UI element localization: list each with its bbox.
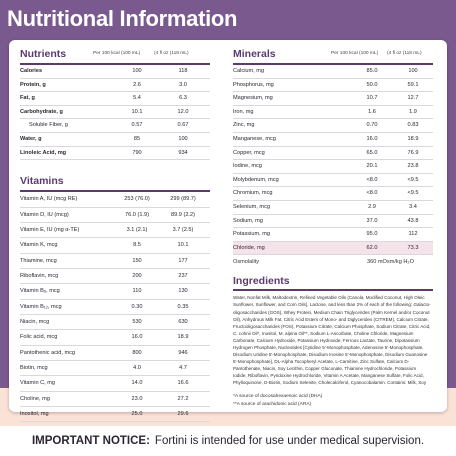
minerals-row bbox=[233, 215, 433, 229]
minerals-col1-header: Per 100 kcal (100 mL) bbox=[331, 51, 379, 56]
minerals-row-value-per100: 0.70 bbox=[366, 122, 378, 129]
nutrients-row-value-4floz: 100 bbox=[178, 135, 188, 142]
vitamins-row bbox=[20, 223, 210, 238]
nutrients-table bbox=[20, 65, 210, 160]
minerals-row-value-per100: <8.0 bbox=[366, 190, 378, 197]
minerals-row-value-4floz: 18.9 bbox=[407, 135, 419, 142]
vitamins-row bbox=[20, 407, 210, 422]
vitamins-row-value-4floz: 3.7 (2.5) bbox=[172, 226, 194, 233]
minerals-row-label: Iodine, mcg bbox=[233, 163, 262, 170]
vitamins-row-label: Vitamin A, IU (mcg RE) bbox=[20, 196, 78, 203]
nutrients-row bbox=[20, 119, 210, 133]
footnote-dha: *A source of docosahexaenoic acid (DHA) bbox=[233, 393, 323, 399]
osmolality-value: 360 mOsm/kg H₂O bbox=[367, 259, 414, 266]
osmolality-row bbox=[233, 255, 433, 269]
nutrients-row-value-per100: 5.4 bbox=[133, 95, 141, 102]
vitamins-row-value-per100: 110 bbox=[132, 288, 142, 295]
minerals-title: Minerals bbox=[233, 48, 276, 60]
minerals-header bbox=[233, 46, 433, 60]
vitamins-row-value-4floz: 630 bbox=[178, 318, 188, 325]
minerals-table bbox=[233, 65, 433, 255]
vitamins-row bbox=[20, 361, 210, 376]
vitamins-row bbox=[20, 330, 210, 345]
vitamins-row-value-per100: 25.0 bbox=[131, 410, 143, 417]
nutrients-row-value-4floz: 6.3 bbox=[179, 95, 187, 102]
nutrients-title: Nutrients bbox=[20, 48, 67, 60]
minerals-row-value-per100: 1.6 bbox=[368, 108, 376, 115]
nutrients-row-label: Linoleic Acid, mg bbox=[20, 149, 67, 156]
nutrients-row bbox=[20, 106, 210, 120]
nutrients-row-label: Protein, g bbox=[20, 81, 46, 88]
nutrients-row-value-4floz: 0.67 bbox=[177, 122, 189, 129]
minerals-row-value-per100: 65.0 bbox=[366, 149, 378, 156]
header-band bbox=[0, 0, 456, 40]
minerals-row-value-per100: 16.0 bbox=[366, 135, 378, 142]
vitamins-row bbox=[20, 376, 210, 391]
nutrients-row-value-per100: 85 bbox=[133, 135, 141, 142]
minerals-row-value-per100: 50.0 bbox=[366, 81, 378, 88]
minerals-row bbox=[233, 65, 433, 79]
nutrients-row-value-per100: 0.57 bbox=[131, 122, 143, 129]
minerals-row-label: Magnesium, mg bbox=[233, 95, 273, 102]
vitamins-row-value-per100: 14.0 bbox=[131, 380, 143, 387]
minerals-row-value-4floz: 76.9 bbox=[407, 149, 419, 156]
nutrients-row bbox=[20, 133, 210, 147]
minerals-row bbox=[233, 106, 433, 120]
minerals-row-value-4floz: 73.3 bbox=[407, 244, 419, 251]
vitamins-row-value-per100: 8.5 bbox=[133, 242, 141, 249]
vitamins-row-label: Vitamin B₁₂, mcg bbox=[20, 303, 62, 310]
nutrients-row-label: Carbohydrate, g bbox=[20, 108, 63, 115]
minerals-row bbox=[233, 174, 433, 188]
nutrients-row-label: Soluble Fiber, g bbox=[29, 122, 68, 129]
minerals-row-value-4floz: 23.8 bbox=[407, 163, 419, 170]
minerals-row-value-4floz: 0.83 bbox=[407, 122, 419, 129]
vitamins-row-value-4floz: 29.6 bbox=[177, 410, 189, 417]
minerals-row-label: Chloride, mg bbox=[233, 244, 265, 251]
vitamins-row bbox=[20, 315, 210, 330]
nutrients-row bbox=[20, 147, 210, 161]
minerals-row-value-per100: 37.0 bbox=[366, 217, 378, 224]
minerals-row-value-4floz: 1.9 bbox=[409, 108, 417, 115]
vitamins-row-value-per100: 800 bbox=[132, 349, 142, 356]
minerals-row bbox=[233, 187, 433, 201]
minerals-row-value-4floz: <9.5 bbox=[407, 176, 419, 183]
nutrients-row-value-per100: 2.6 bbox=[133, 81, 141, 88]
minerals-col2-header: (4 fl oz (118 mL) bbox=[387, 51, 422, 56]
important-notice bbox=[0, 426, 456, 456]
minerals-row-label: Iron, mg bbox=[233, 108, 254, 115]
minerals-row-value-4floz: 59.1 bbox=[407, 81, 419, 88]
vitamins-row bbox=[20, 346, 210, 361]
ingredients-rule bbox=[233, 289, 433, 291]
minerals-row-value-4floz: 43.8 bbox=[407, 217, 419, 224]
vitamins-row bbox=[20, 192, 210, 207]
vitamins-row-value-per100: 76.0 (1.9) bbox=[125, 211, 149, 218]
minerals-row-value-4floz: <9.5 bbox=[407, 190, 419, 197]
vitamins-row bbox=[20, 254, 210, 269]
vitamins-row-value-per100: 16.0 bbox=[131, 334, 143, 341]
minerals-row-value-4floz: 100 bbox=[408, 68, 418, 74]
osmolality-label: Osmolality bbox=[233, 259, 260, 266]
vitamins-row-value-4floz: 946 bbox=[178, 349, 188, 356]
minerals-row-value-per100: 62.0 bbox=[366, 244, 378, 251]
minerals-row-label: Chromium, mcg bbox=[233, 190, 273, 197]
nutrients-row-value-per100: 10.1 bbox=[131, 108, 143, 115]
vitamins-row-label: Vitamin K, mcg bbox=[20, 242, 58, 249]
vitamins-row-label: Inositol, mg bbox=[20, 410, 49, 417]
minerals-row-value-per100: 2.9 bbox=[368, 203, 376, 210]
vitamins-row bbox=[20, 269, 210, 284]
minerals-row bbox=[233, 242, 433, 256]
vitamins-row-value-4floz: 130 bbox=[178, 288, 188, 295]
nutrients-row-value-per100: 790 bbox=[132, 149, 142, 156]
vitamins-row bbox=[20, 208, 210, 223]
vitamins-row-label: Vitamin B₆, mcg bbox=[20, 288, 60, 295]
minerals-row-value-per100: <8.0 bbox=[366, 176, 378, 183]
nutrients-row bbox=[20, 65, 210, 79]
vitamins-row-value-4floz: 177 bbox=[178, 257, 188, 264]
minerals-row-label: Zinc, mg bbox=[233, 122, 255, 129]
vitamins-row-value-4floz: 18.9 bbox=[177, 334, 189, 341]
page-title: Nutritional Information bbox=[7, 6, 238, 31]
vitamins-row-value-per100: 530 bbox=[132, 318, 142, 325]
vitamins-row-label: Choline, mg bbox=[20, 395, 50, 402]
minerals-row bbox=[233, 79, 433, 93]
vitamins-row bbox=[20, 300, 210, 315]
nutrients-col1-header: Per 100 kcal (100 mL) bbox=[93, 51, 141, 56]
vitamins-row-label: Biotin, mcg bbox=[20, 364, 48, 371]
vitamins-row-label: Riboflavin, mcg bbox=[20, 272, 59, 279]
vitamins-row-value-4floz: 299 (89.7) bbox=[170, 196, 196, 203]
minerals-row-label: Copper, mcg bbox=[233, 149, 265, 156]
nutrients-col2-header: (4 fl oz (118 mL) bbox=[154, 51, 189, 56]
vitamins-title: Vitamins bbox=[20, 175, 64, 188]
minerals-row-label: Manganese, mcg bbox=[233, 135, 276, 142]
nutrients-row-label: Calories bbox=[20, 68, 43, 74]
minerals-row-label: Calcium, mg bbox=[233, 68, 265, 74]
vitamins-row-label: Vitamin C, mg bbox=[20, 380, 56, 387]
vitamins-row-label: Thiamine, mcg bbox=[20, 257, 57, 264]
minerals-row-label: Phosphorus, mg bbox=[233, 81, 274, 88]
vitamins-row-value-4floz: 10.1 bbox=[177, 242, 189, 249]
left-column bbox=[20, 46, 210, 422]
minerals-row bbox=[233, 133, 433, 147]
vitamins-row-value-per100: 253 (76.0) bbox=[124, 196, 150, 203]
vitamins-row-label: Folic acid, mcg bbox=[20, 334, 58, 341]
vitamins-row-value-4floz: 237 bbox=[178, 272, 188, 279]
vitamins-row-value-per100: 0.30 bbox=[131, 303, 143, 310]
minerals-row-label: Sodium, mg bbox=[233, 217, 263, 224]
ingredients-text: Water, Nonfat Milk, Maltodextrin, Refined Vegetable Oils (Canola, Modified Coconut, High Oleic Sunflower, Sunflower, and Corn Oils), Lactose, and less than 2% of each of the following: Galacto-oligosaccharides (GOS), Whey Protein, Medium Chain Triglycerides (Palm Kernel and/or Coconut Oil), Anhydrous Milk Fat, Citric Acid Esters of Mono- and Diglycerides (CITREM), Calcium Citrate, Fructooligosaccharides (FOS), Potassium Citrate, Calcium Phosphate, Sodium Citrate, Citric Acid, C. cohnii Oil*, Inositol, M. alpina Oil**, Sodium L-Ascorbate, Choline Chloride, Magnesium Carbonate, Calcium Hydroxide, Potassium Hydroxide, Ferrous Lactate, Taurine, Dipotassium Hydrogen Phosphate, Nucleotides [Cytidine 5'-Monophosphate, Adenosine 5'-Monophosphate, Disodium Uridine 5'-Monophosphate, Disodium Inosine 5'-Monophosphate, Disodium Guanosine 5'-Monophosphate], DL-Alpha Tocopheryl Acetate, L-Carnitine, Zinc Sulfate, Calcium D-Pantothenate, Niacin, Soy Lecithin, Copper Gluconate, Thiamine Hydrochloride, Potassium Iodide, Riboflavin, Pyridoxine Hydrochloride, Vitamin A Acetate, Manganese Sulfate, Folic Acid, Phylloquinone, D-Biotin, Sodium Selenite, Cholecalciferol, Cyanocobalamin. Contains: Milk, Soy bbox=[233, 295, 431, 386]
minerals-row bbox=[233, 201, 433, 215]
nutrients-row-value-4floz: 3.0 bbox=[179, 81, 187, 88]
minerals-row-value-per100: 10.7 bbox=[366, 95, 378, 102]
vitamins-row-label: Niacin, mcg bbox=[20, 318, 50, 325]
vitamins-table bbox=[20, 192, 210, 422]
nutrients-row-value-4floz: 934 bbox=[178, 149, 188, 156]
vitamins-row-value-4floz: 27.2 bbox=[177, 395, 189, 402]
nutrients-row-label: Water, g bbox=[20, 135, 42, 142]
nutrients-header bbox=[20, 46, 210, 60]
minerals-row-label: Molybdenum, mcg bbox=[233, 176, 279, 183]
minerals-row bbox=[233, 92, 433, 106]
right-column bbox=[233, 46, 433, 409]
minerals-row-value-4floz: 112 bbox=[408, 231, 418, 238]
minerals-row-value-per100: 20.1 bbox=[366, 163, 378, 170]
minerals-row-label: Selenium, mcg bbox=[233, 203, 270, 210]
vitamins-row-label: Vitamin E, IU (mg α-TE) bbox=[20, 226, 80, 233]
vitamins-row-value-per100: 200 bbox=[132, 272, 142, 279]
vitamins-row-value-per100: 4.0 bbox=[133, 364, 141, 371]
minerals-row-value-per100: 85.0 bbox=[366, 68, 378, 74]
minerals-row-value-4floz: 3.4 bbox=[409, 203, 417, 210]
vitamins-row bbox=[20, 238, 210, 253]
notice-text: Fortini is intended for use under medical supervision. bbox=[154, 435, 425, 447]
minerals-row bbox=[233, 147, 433, 161]
minerals-row-value-per100: 95.0 bbox=[366, 231, 378, 238]
vitamins-row-value-per100: 3.1 (2.1) bbox=[126, 226, 148, 233]
vitamins-row-label: Pantothenic acid, mcg bbox=[20, 349, 76, 356]
nutrients-row-value-per100: 100 bbox=[132, 68, 142, 74]
ingredients-title: Ingredients bbox=[233, 275, 290, 288]
nutrients-row-value-4floz: 118 bbox=[178, 68, 188, 74]
nutrients-row-value-4floz: 12.0 bbox=[177, 108, 189, 115]
vitamins-row-value-4floz: 4.7 bbox=[179, 364, 187, 371]
notice-label: IMPORTANT NOTICE: bbox=[31, 435, 150, 447]
minerals-row-label: Potassium, mg bbox=[233, 231, 270, 238]
ingredients-footnotes bbox=[233, 393, 433, 409]
vitamins-header bbox=[20, 173, 210, 187]
nutrients-row bbox=[20, 79, 210, 93]
footnote-ara: **A source of arachidonic acid (ARA) bbox=[233, 401, 312, 407]
minerals-row-value-4floz: 12.7 bbox=[407, 95, 419, 102]
vitamins-row-value-4floz: 89.9 (2.2) bbox=[171, 211, 195, 218]
minerals-row bbox=[233, 160, 433, 174]
minerals-row bbox=[233, 119, 433, 133]
vitamins-row-value-per100: 23.0 bbox=[131, 395, 143, 402]
vitamins-row-value-per100: 150 bbox=[132, 257, 142, 264]
vitamins-row bbox=[20, 284, 210, 299]
minerals-row bbox=[233, 228, 433, 242]
nutrients-row-label: Fat, g bbox=[20, 95, 35, 102]
vitamins-row bbox=[20, 392, 210, 407]
vitamins-row-value-4floz: 0.35 bbox=[177, 303, 189, 310]
nutrients-row bbox=[20, 92, 210, 106]
vitamins-row-label: Vitamin D, IU (mcg) bbox=[20, 211, 69, 218]
vitamins-row-value-4floz: 16.6 bbox=[177, 380, 189, 387]
